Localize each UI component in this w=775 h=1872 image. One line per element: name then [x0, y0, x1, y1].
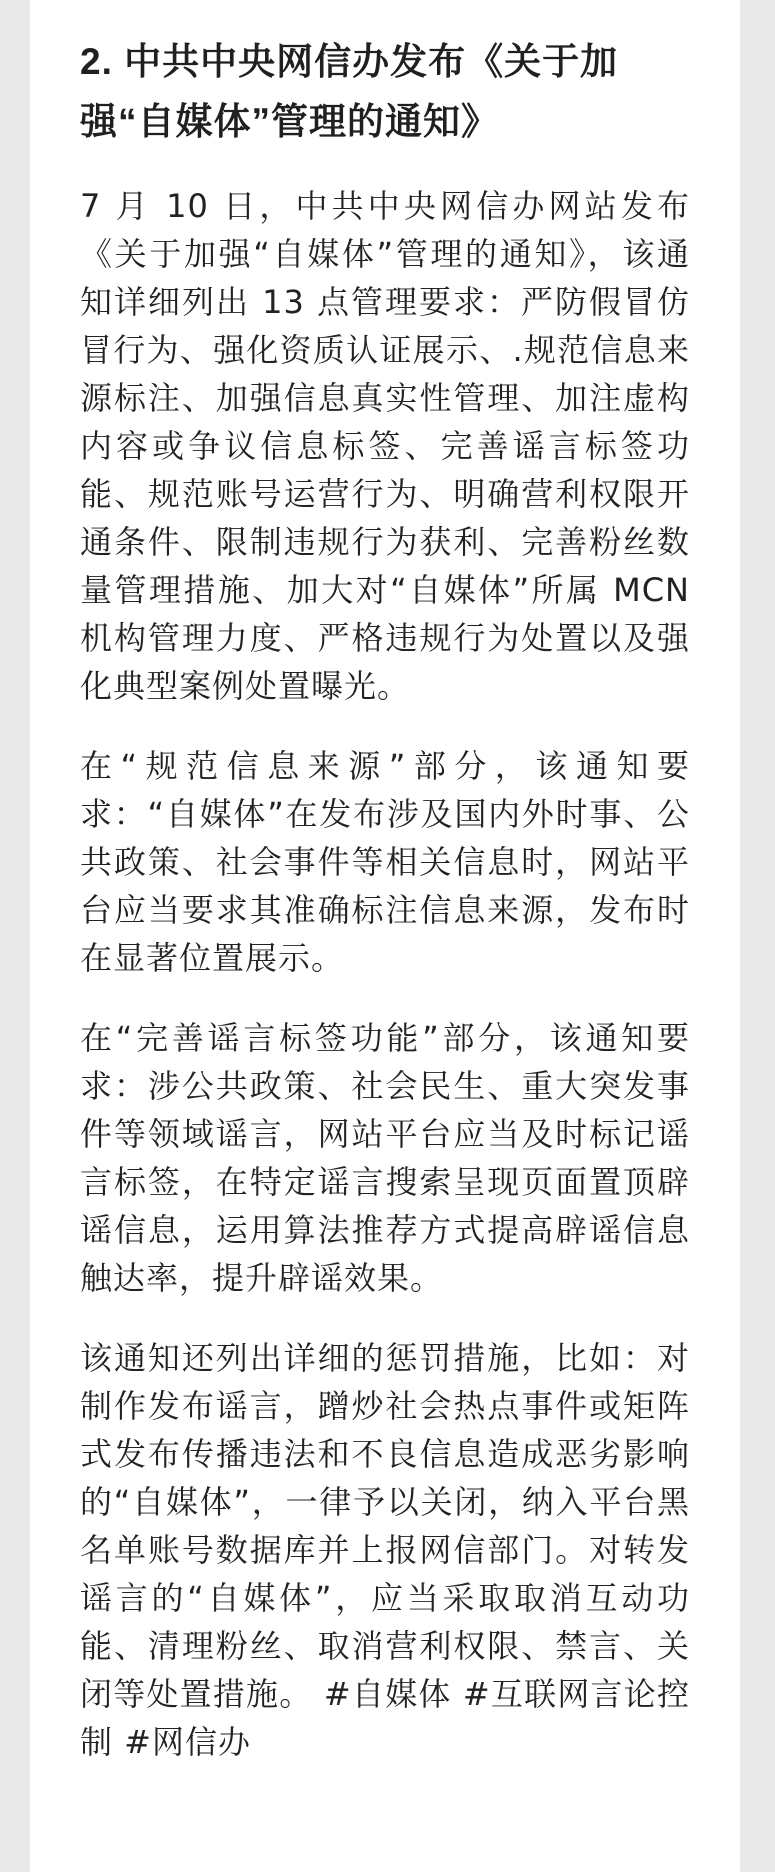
article-heading: 2. 中共中央网信办发布《关于加强“自媒体”管理的通知》 — [80, 41, 619, 142]
article-paragraph-1: 7 月 10 日，中共中央网信办网站发布《关于加强“自媒体”管理的通知》，该通知详细列出 13 点管理要求：严防假冒仿冒行为、强化资质认证展示、.规范信息来源标注、加强信息真实性管理、加注虚构内容或争议信息标签、完善谣言标签功能、规范账号运营行为、明确营利权限开通条件、限制违规行为获利、完善粉丝数量管理措施、加大对“自媒体”所属 MCN 机构管理力度、严格违规行为处置以及强化典型案例处置曝光。 — [80, 187, 690, 705]
article-paragraph-3: 在“完善谣言标签功能”部分，该通知要求：涉公共政策、社会民生、重大突发事件等领域谣言，网站平台应当及时标记谣言标签，在特定谣言搜索呈现页面置顶辟谣信息，运用算法推荐方式提高辟谣信息触达率，提升辟谣效果。 — [80, 1019, 690, 1297]
article-paragraph-2: 在“规范信息来源”部分，该通知要求：“自媒体”在发布涉及国内外时事、公共政策、社会事件等相关信息时，网站平台应当要求其准确标注信息来源，发布时在显著位置展示。 — [80, 747, 690, 977]
article-card — [30, 0, 740, 1872]
article-paragraph-4: 该通知还列出详细的惩罚措施，比如：对制作发布谣言，蹭炒社会热点事件或矩阵式发布传播违法和不良信息造成恶劣影响的“自媒体”，一律予以关闭，纳入平台黑名单账号数据库并上报网信部门。对转发谣言的“自媒体”，应当采取取消互动功能、清理粉丝、取消营利权限、禁言、关闭等处置措施。 #自媒体 #互联网言论控制 #网信办 — [80, 1339, 690, 1761]
